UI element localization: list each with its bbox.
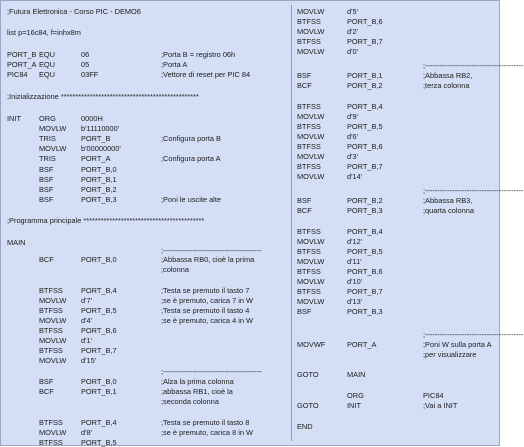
code-token: PORT_B,3 xyxy=(347,206,383,215)
code-token: BTFSS xyxy=(297,102,321,111)
code-token: MOVLW xyxy=(297,172,325,181)
code-token: PORT_B,6 xyxy=(347,142,383,151)
code-token: MAIN xyxy=(7,238,26,247)
code-token: PORT_B,6 xyxy=(347,17,383,26)
code-token: PORT_B,1 xyxy=(81,387,117,396)
column-divider xyxy=(291,5,292,441)
code-token: ;se è premuto, carica 4 in W xyxy=(161,316,254,325)
code-token: BCF xyxy=(39,387,54,396)
code-token: d'0' xyxy=(347,47,359,56)
code-token: ;Porta A xyxy=(161,60,188,69)
code-token: BCF xyxy=(297,206,312,215)
code-token: PORT_B,7 xyxy=(347,37,383,46)
code-token: PORT_B,2 xyxy=(347,196,383,205)
code-token: ;Testa se premuto il tasto 4 xyxy=(161,306,250,315)
code-token: ;Poni le uscite alte xyxy=(161,195,221,204)
code-token: ;---------------------------------------- xyxy=(423,186,524,195)
code-token: END xyxy=(297,422,313,431)
code-token: ;Vai a INIT xyxy=(423,401,458,410)
code-token: PORT_B xyxy=(81,134,111,143)
code-token: PORT_B,7 xyxy=(347,287,383,296)
code-token: ;Abbassa RB0, cioè la prima xyxy=(161,255,255,264)
code-token: BSF xyxy=(297,196,312,205)
code-token: 06 xyxy=(81,50,90,59)
code-token: b'11110000' xyxy=(81,124,120,133)
code-token: ;Futura Elettronica - Corso PIC - DEMO6 xyxy=(7,7,141,16)
code-token: d'1' xyxy=(81,336,93,345)
code-token: d'3' xyxy=(347,152,359,161)
code-token: PORT_B,4 xyxy=(81,286,117,295)
code-token: BSF xyxy=(297,307,312,316)
code-token: list p=16c84, f=inhx8m xyxy=(7,28,81,37)
code-token: PORT_B,3 xyxy=(81,195,117,204)
code-token: BSF xyxy=(297,71,312,80)
code-token: GOTO xyxy=(297,370,319,379)
code-token: EQU xyxy=(39,70,56,79)
code-token: ;Porta B = registro 06h xyxy=(161,50,236,59)
code-token: d'11' xyxy=(347,257,362,266)
code-token: ;---------------------------------------- xyxy=(423,330,524,339)
code-token: BSF xyxy=(39,165,54,174)
code-token: MOVLW xyxy=(297,7,325,16)
code-token: MOVLW xyxy=(39,124,67,133)
code-token: MOVLW xyxy=(39,316,67,325)
code-token: MOVLW xyxy=(297,27,325,36)
code-token: MOVLW xyxy=(297,277,325,286)
code-token: ;quarta colonna xyxy=(423,206,474,215)
code-token: PORT_A xyxy=(347,340,377,349)
code-token: PORT_B,0 xyxy=(81,165,117,174)
code-token: BTFSS xyxy=(39,306,63,315)
code-token: PORT_B,2 xyxy=(347,81,383,90)
code-token: PORT_B,5 xyxy=(347,122,383,131)
code-token: PORT_B,3 xyxy=(347,307,383,316)
code-token: ;colonna xyxy=(161,265,189,274)
code-token: PORT_B,7 xyxy=(81,346,117,355)
code-token: TRIS xyxy=(39,154,56,163)
code-token: EQU xyxy=(39,50,56,59)
code-token: 03FF xyxy=(81,70,99,79)
code-token: ORG xyxy=(39,114,56,123)
code-token: BSF xyxy=(39,377,54,386)
code-token: d'15' xyxy=(81,356,97,365)
code-token: PIC84 xyxy=(423,391,444,400)
code-token: BTFSS xyxy=(297,247,321,256)
code-token: PORT_B,6 xyxy=(347,267,383,276)
code-token: BSF xyxy=(39,185,54,194)
code-token: BTFSS xyxy=(297,227,321,236)
code-token: ;Vettore di reset per PIC 84 xyxy=(161,70,251,79)
code-token: BTFSS xyxy=(297,122,321,131)
code-token: PORT_B,0 xyxy=(81,255,117,264)
code-token: BTFSS xyxy=(297,162,321,171)
code-token: d'6' xyxy=(347,132,359,141)
code-token: PORT_B,4 xyxy=(347,227,383,236)
code-token: ;Testa se premuto il tasto 7 xyxy=(161,286,250,295)
code-token: EQU xyxy=(39,60,56,69)
code-token: d'4' xyxy=(81,316,93,325)
code-token: 0000H xyxy=(81,114,103,123)
code-token: ;Abbassa RB2, xyxy=(423,71,473,80)
code-token: BTFSS xyxy=(297,142,321,151)
code-token: PIC84 xyxy=(7,70,28,79)
code-token: PORT_A xyxy=(7,60,37,69)
code-token: MOVLW xyxy=(39,356,67,365)
code-token: PORT_B,7 xyxy=(347,162,383,171)
code-token: BSF xyxy=(39,195,54,204)
code-token: INIT xyxy=(347,401,361,410)
code-token: PORT_B,0 xyxy=(81,377,117,386)
code-token: ;se è premuto, carica 7 in W xyxy=(161,296,254,305)
code-token: ;Poni W sulla porta A xyxy=(423,340,492,349)
code-token: MOVLW xyxy=(297,237,325,246)
code-token: PORT_A xyxy=(81,154,111,163)
code-token: ;---------------------------------------- xyxy=(423,61,524,70)
code-token: ;per visualizzare xyxy=(423,350,477,359)
code-token: MOVLW xyxy=(39,144,67,153)
code-token: PORT_B,4 xyxy=(347,102,383,111)
code-token: MOVWF xyxy=(297,340,326,349)
code-token: ;seconda colonna xyxy=(161,397,219,406)
code-token: d'9' xyxy=(347,112,359,121)
code-token: BCF xyxy=(39,255,54,264)
code-token: BCF xyxy=(297,81,312,90)
code-token: BTFSS xyxy=(297,37,321,46)
code-token: PORT_B,4 xyxy=(81,418,117,427)
code-token: PORT_B,1 xyxy=(347,71,383,80)
code-token: MOVLW xyxy=(297,112,325,121)
code-token: BTFSS xyxy=(297,267,321,276)
code-token: BTFSS xyxy=(39,438,63,447)
code-token: ;Configura porta B xyxy=(161,134,221,143)
code-token: MOVLW xyxy=(39,336,67,345)
code-token: MAIN xyxy=(347,370,366,379)
code-token: BTFSS xyxy=(39,418,63,427)
code-token: ;---------------------------------------- xyxy=(161,367,262,376)
code-token: ;Programma principale ****************************************** xyxy=(7,216,205,225)
code-token: BTFSS xyxy=(39,286,63,295)
code-token: MOVLW xyxy=(39,296,67,305)
code-token: BTFSS xyxy=(297,287,321,296)
code-token: d'7' xyxy=(81,296,93,305)
code-token: PORT_B,5 xyxy=(347,247,383,256)
code-token: ;---------------------------------------- xyxy=(161,246,262,255)
code-token: ;Alza la prima colonna xyxy=(161,377,234,386)
code-token: d'14' xyxy=(347,172,363,181)
code-token: d'5' xyxy=(347,7,359,16)
code-token: PORT_B,5 xyxy=(81,438,117,447)
code-token: d'12' xyxy=(347,237,363,246)
code-token: BTFSS xyxy=(297,17,321,26)
code-token: MOVLW xyxy=(297,257,325,266)
code-token: ;Configura porta A xyxy=(161,154,221,163)
code-token: MOVLW xyxy=(297,132,325,141)
code-token: INIT xyxy=(7,114,21,123)
code-token: b'00000000' xyxy=(81,144,121,153)
code-token: BSF xyxy=(39,175,54,184)
code-token: d'13' xyxy=(347,297,363,306)
code-token: PORT_B,5 xyxy=(81,306,117,315)
code-token: PORT_B xyxy=(7,50,37,59)
code-token: ;Inizializzazione ************************************************ xyxy=(7,92,199,101)
code-token: MOVLW xyxy=(39,428,67,437)
code-token: ;Abbassa RB3, xyxy=(423,196,473,205)
code-token: BTFSS xyxy=(39,326,63,335)
code-token: ORG xyxy=(347,391,364,400)
code-token: MOVLW xyxy=(297,297,325,306)
code-token: MOVLW xyxy=(297,47,325,56)
code-token: ;terza colonna xyxy=(423,81,470,90)
code-token: d'2' xyxy=(347,27,359,36)
code-token: d'10' xyxy=(347,277,363,286)
code-token: ;Testa se premuto il tasto 8 xyxy=(161,418,250,427)
code-token: TRIS xyxy=(39,134,56,143)
code-token: PORT_B,1 xyxy=(81,175,117,184)
code-token: 05 xyxy=(81,60,90,69)
code-token: BTFSS xyxy=(39,346,63,355)
code-token: GOTO xyxy=(297,401,319,410)
code-token: ;se è premuto, carica 8 in W xyxy=(161,428,254,437)
code-token: PORT_B,2 xyxy=(81,185,117,194)
code-token: d'8' xyxy=(81,428,93,437)
code-token: PORT_B,6 xyxy=(81,326,117,335)
code-token: MOVLW xyxy=(297,152,325,161)
code-token: ;abbassa RB1, cioè la xyxy=(161,387,233,396)
